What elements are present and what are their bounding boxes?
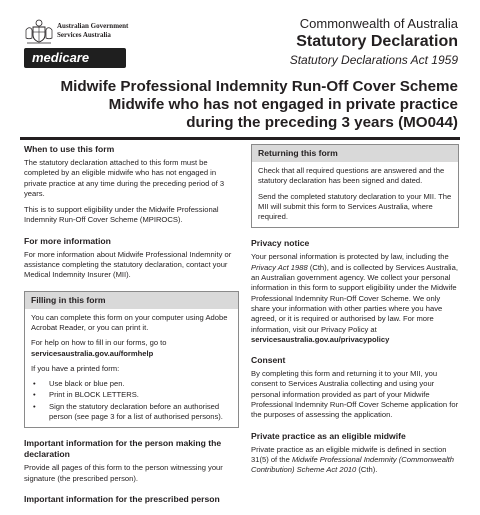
paragraph: For more information about Midwife Professional Indemnity or assistance completing the statutory declaration, contact your Medical Indemnity Insurer (MII). — [24, 249, 232, 280]
paragraph: This is to support eligibility under the Midwife Professional Indemnity Run-Off Cover Scheme (MPIROCS). — [24, 205, 219, 225]
instruction-list — [31, 379, 232, 422]
paragraph: Provide all pages of this form to the person witnessing your signature (the prescribed person). — [24, 463, 223, 483]
section-private-practice — [251, 431, 459, 476]
paragraph: Private practice as an eligible midwife is defined in section 31(5) of the Midwife Professional Indemnity (Commonwealth Contribution) Scheme Act 2010 (Cth). — [251, 444, 455, 475]
formhelp-link[interactable]: servicesaustralia.gov.au/formhelp — [31, 348, 154, 358]
form-header — [290, 16, 458, 68]
section-privacy — [251, 238, 459, 345]
right-column — [251, 144, 459, 486]
section-heading: Important information for the prescribed person — [24, 493, 220, 504]
section-heading: For more information — [24, 235, 111, 246]
paragraph: By completing this form and returning it to your MII, you consent to Services Australia collecting and using your personal information provided as part of your Midwife Professional Indemnity Run-Off Cover Scheme application for the purposes of assessing the application. — [251, 369, 459, 420]
section-heading: Important information for the person making the declaration — [24, 438, 222, 460]
act-reference: Statutory Declarations Act 1959 — [289, 53, 458, 67]
paragraph: You can complete this form on your computer using Adobe Acrobat Reader, or you can print it. — [31, 312, 228, 332]
title-divider — [20, 137, 460, 140]
government-name: Australian Government Services Australia — [57, 22, 129, 39]
paragraph: Send the completed statutory declaration to your MII. The MII will submit this form to Services Australia, where required. — [258, 191, 452, 222]
section-heading: Consent — [251, 355, 286, 366]
section-important-declarant — [24, 438, 239, 484]
form-title: Midwife Professional Indemnity Run-Off Cover Scheme Midwife who has not engaged in private practice during the preceding 3 years (MO044) — [60, 78, 458, 131]
section-heading: When to use this form — [24, 144, 115, 154]
box-heading: Filling in this form — [25, 292, 238, 309]
medicare-logo: medicare — [24, 48, 126, 68]
list-item: • Use black or blue pen. — [31, 379, 232, 389]
section-more-information — [24, 236, 239, 281]
paragraph: The statutory declaration attached to this form must be completed by an eligible midwife who has not engaged in private practice at any time during the preceding period of 3 years. — [24, 158, 225, 198]
section-consent — [251, 355, 459, 420]
paragraph: If you have a printed form: — [31, 363, 120, 373]
list-item: • Sign the statutory declaration before an authorised person (see page 3 for a list of authorised persons). — [31, 402, 232, 423]
section-heading: Private practice as an eligible midwife — [251, 430, 406, 441]
section-heading: Privacy notice — [251, 238, 310, 249]
section-important-prescribed — [24, 494, 239, 505]
privacy-policy-link[interactable]: servicesaustralia.gov.au/privacypolicy — [251, 334, 390, 344]
box-heading: Returning this form — [252, 145, 458, 162]
filling-in-box — [24, 291, 239, 429]
document-type: Statutory Declaration — [296, 33, 458, 50]
list-item: • Print in BLOCK LETTERS. — [31, 390, 232, 400]
left-column — [24, 144, 239, 515]
commonwealth-label: Commonwealth of Australia — [299, 16, 458, 31]
paragraph: Your personal information is protected by law, including the Privacy Act 1988 (Cth), and is collected by Services Australia, an Australian government agency. We collect your personal information in this form to support eligibility under the Midwife Professional Indemnity Run-Off Cover Scheme. We only share your information with other parties where you have agreed, or it is required or authorised by law. For more information, visit our Privacy Policy at servicesaustralia.gov.au/privacypolicy — [251, 252, 458, 344]
section-when-to-use — [24, 144, 239, 226]
government-logo — [24, 18, 129, 46]
paragraph: Check that all required questions are answered and the statutory declaration has been signed and dated. — [258, 166, 445, 186]
coat-of-arms-icon — [24, 18, 54, 46]
paragraph: For help on how to fill in our forms, go to servicesaustralia.gov.au/formhelp — [31, 338, 167, 358]
returning-box — [251, 144, 459, 228]
